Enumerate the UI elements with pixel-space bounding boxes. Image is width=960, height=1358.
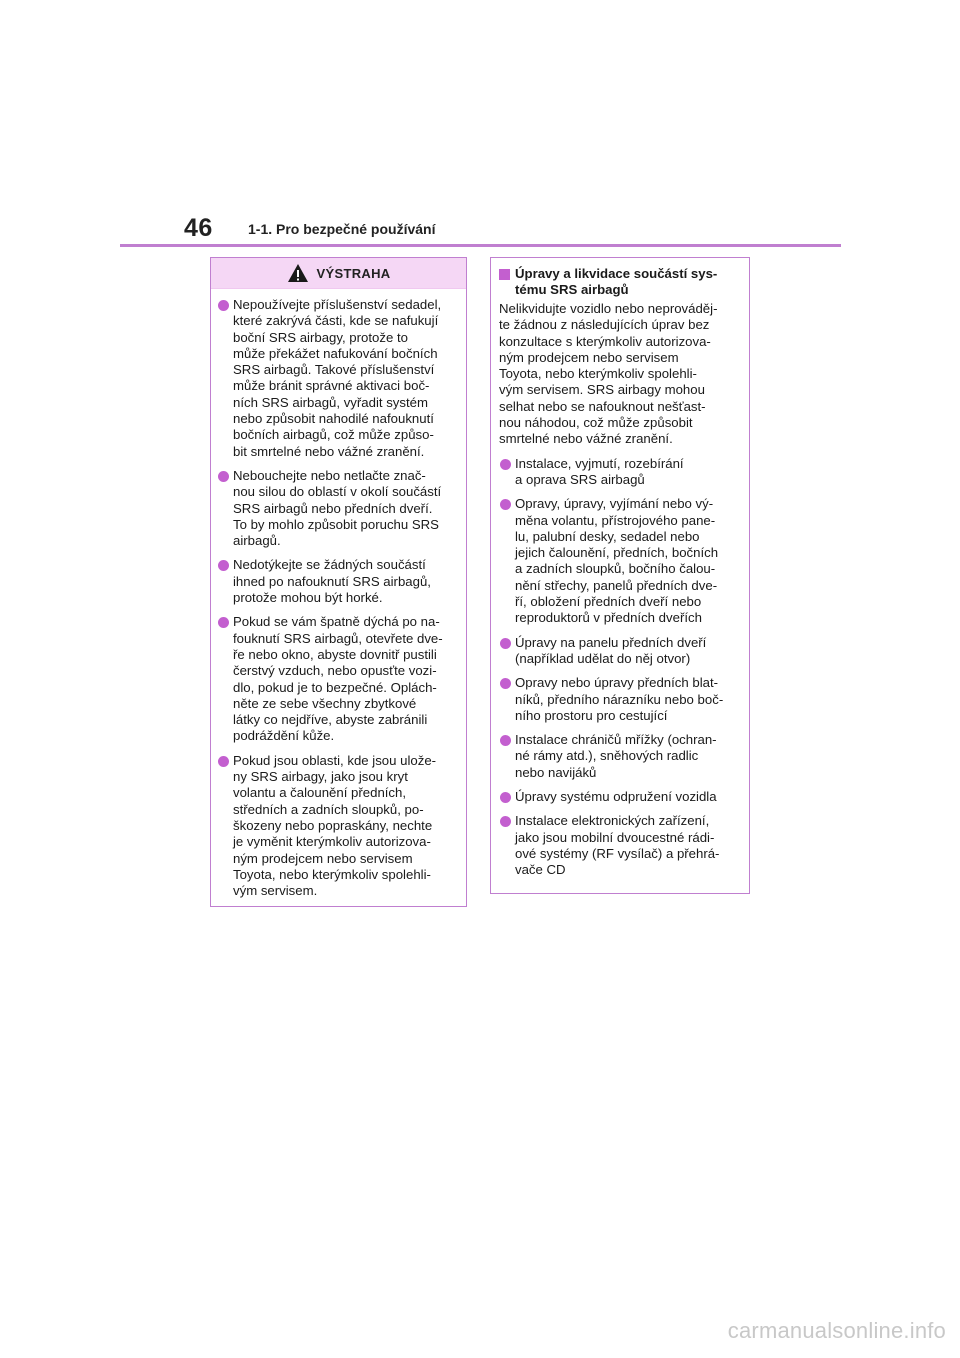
text-line: ních SRS airbagů, vyřadit systém	[233, 394, 428, 410]
text-line: lu, palubní desky, sedadel nebo	[515, 528, 700, 544]
warning-triangle-icon	[287, 263, 309, 283]
warning-box	[210, 257, 467, 907]
text-line: Instalace chráničů mřížky (ochran-	[515, 732, 717, 748]
text-line: Toyota, nebo kterýmkoliv spolehli-	[233, 866, 431, 882]
text-line: které zakrývá části, kde se nafukují	[233, 313, 439, 329]
text-line: ným prodejcem nebo servisem	[499, 349, 679, 365]
text-line: Pokud se vám špatně dýchá po na-	[233, 614, 440, 630]
bullet-dot-icon	[218, 617, 229, 628]
modification-item	[499, 456, 741, 489]
text-line: fouknutí SRS airbagů, otevřete dve-	[233, 630, 443, 646]
site-watermark: carmanualsonline.info	[727, 1318, 946, 1343]
text-line: ným prodejcem nebo servisem	[233, 850, 413, 866]
text-line: airbagů.	[233, 533, 281, 549]
text-line: dlo, pokud je to bezpečné. Oplách-	[233, 679, 437, 695]
text-line: vým servisem. SRS airbagy mohou	[499, 382, 705, 398]
text-line: volantu a čalounění předních,	[233, 785, 407, 801]
text-line: bočních airbagů, což může způso-	[233, 427, 434, 443]
warning-header	[211, 258, 466, 289]
text-line: ny SRS airbagy, jako jsou kryt	[233, 769, 408, 785]
modifications-heading	[499, 266, 741, 298]
bullet-dot-icon	[500, 638, 511, 649]
text-line: SRS airbagů nebo předních dveří.	[233, 500, 433, 516]
text-line: selhat nebo se nafouknout nešťast-	[499, 398, 706, 414]
text-line: měna volantu, přístrojového pane-	[515, 512, 716, 528]
text-line: konzultace s kterýmkoliv autorizova-	[499, 333, 711, 349]
text-line: ří, obložení předních dveří nebo	[515, 594, 702, 610]
warning-title: VÝSTRAHA	[316, 265, 391, 281]
text-line: reproduktorů v předních dveřích	[515, 610, 702, 626]
text-line: smrtelné nebo vážné zranění.	[499, 431, 673, 447]
text-line: a oprava SRS airbagů	[515, 471, 645, 487]
bullet-dot-icon	[500, 499, 511, 510]
text-line: Instalace elektronických zařízení,	[515, 813, 710, 829]
bullet-dot-icon	[500, 792, 511, 803]
text-line: něte ze sebe všechny zbytkové	[233, 695, 417, 711]
text-line: Úpravy systému odpružení vozidla	[515, 789, 717, 805]
text-line: vače CD	[515, 862, 566, 878]
warning-item	[217, 614, 459, 744]
text-line: nění střechy, panelů předních dve-	[515, 577, 718, 593]
text-line: jako jsou mobilní dvoucestné rádi-	[515, 829, 715, 845]
modification-item	[499, 813, 741, 878]
text-line: To by mohlo způsobit poruchu SRS	[233, 516, 439, 532]
text-line: nou náhodou, což může způsobit	[499, 415, 693, 431]
text-line: Pokud jsou oblasti, kde jsou ulože-	[233, 752, 437, 768]
modification-item	[499, 635, 741, 668]
text-line: te žádnou z následujících úprav bez	[499, 317, 710, 333]
text-line: Toyota, nebo kterýmkoliv spolehli-	[499, 366, 697, 382]
text-line: Nepoužívejte příslušenství sedadel,	[233, 297, 442, 312]
text-line: Opravy, úpravy, vyjímání nebo vý-	[515, 496, 714, 512]
bullet-dot-icon	[500, 459, 511, 470]
text-line: ihned po nafouknutí SRS airbagů,	[233, 573, 431, 589]
text-line: nebo navijáků	[515, 764, 597, 780]
modifications-intro	[499, 301, 741, 448]
text-line: ové systémy (RF vysílač) a přehrá-	[515, 845, 720, 861]
text-line: Úpravy na panelu předních dveří	[515, 634, 707, 650]
text-line: boční SRS airbagy, protože to	[233, 329, 408, 345]
modification-item	[499, 496, 741, 626]
text-line: bit smrtelné nebo vážné zranění.	[233, 443, 425, 459]
text-line: středních a zadních sloupků, po-	[233, 801, 424, 817]
text-line: níků, předního nárazníku nebo boč-	[515, 691, 724, 707]
text-line: nebo způsobit nahodilé nafouknutí	[233, 411, 434, 427]
section-title: 1-1. Pro bezpečné používání	[248, 221, 436, 237]
text-line: látky co nejdříve, abyste zabránili	[233, 712, 428, 728]
modification-item	[499, 789, 741, 805]
text-line: Nebouchejte nebo netlačte znač-	[233, 467, 426, 483]
text-line: nou silou do oblastí v okolí součástí	[233, 484, 442, 500]
text-line: (například udělat do něj otvor)	[515, 650, 691, 666]
text-line: Úpravy a likvidace součástí sys-	[515, 266, 718, 281]
text-line: vým servisem.	[233, 883, 318, 899]
modifications-box	[490, 257, 750, 894]
text-line: Opravy nebo úpravy předních blat-	[515, 675, 719, 691]
bullet-dot-icon	[500, 816, 511, 827]
bullet-dot-icon	[500, 735, 511, 746]
text-line: může bránit správné aktivaci boč-	[233, 378, 430, 394]
text-line: je vyměnit kterýmkoliv autorizova-	[233, 834, 431, 850]
warning-item	[217, 468, 459, 549]
text-line: ního prostoru pro cestující	[515, 707, 668, 723]
text-line: tému SRS airbagů	[515, 282, 629, 297]
text-line: Nelikvidujte vozidlo nebo neprováděj-	[499, 301, 718, 316]
modification-item	[499, 675, 741, 724]
text-line: protože mohou být horké.	[233, 590, 383, 606]
bullet-dot-icon	[218, 756, 229, 767]
text-line: Nedotýkejte se žádných součástí	[233, 557, 426, 573]
square-bullet-icon	[499, 269, 510, 280]
text-line: SRS airbagů. Takové příslušenství	[233, 362, 435, 378]
warning-item	[217, 297, 459, 460]
text-line: Instalace, vyjmutí, rozebírání	[515, 455, 684, 471]
text-line: a zadních sloupků, bočního čalou-	[515, 561, 716, 577]
bullet-dot-icon	[218, 560, 229, 571]
header-rule	[120, 244, 841, 247]
text-line: škozeny nebo popraskány, nechte	[233, 817, 433, 833]
text-line: né rámy atd.), sněhových radlic	[515, 748, 699, 764]
text-line: podráždění kůže.	[233, 728, 335, 744]
warning-list	[211, 289, 466, 899]
modification-item	[499, 732, 741, 781]
warning-item	[217, 557, 459, 606]
page-number: 46	[184, 214, 213, 242]
bullet-dot-icon	[218, 471, 229, 482]
bullet-dot-icon	[218, 300, 229, 311]
bullet-dot-icon	[500, 678, 511, 689]
text-line: může překážet nafukování bočních	[233, 345, 438, 361]
text-line: jejich čalounění, předních, bočních	[515, 545, 719, 561]
text-line: ře nebo okno, abyste dovnitř pustili	[233, 646, 437, 662]
text-line: čerstvý vzduch, nebo opusťte vozi-	[233, 663, 437, 679]
warning-item	[217, 753, 459, 900]
